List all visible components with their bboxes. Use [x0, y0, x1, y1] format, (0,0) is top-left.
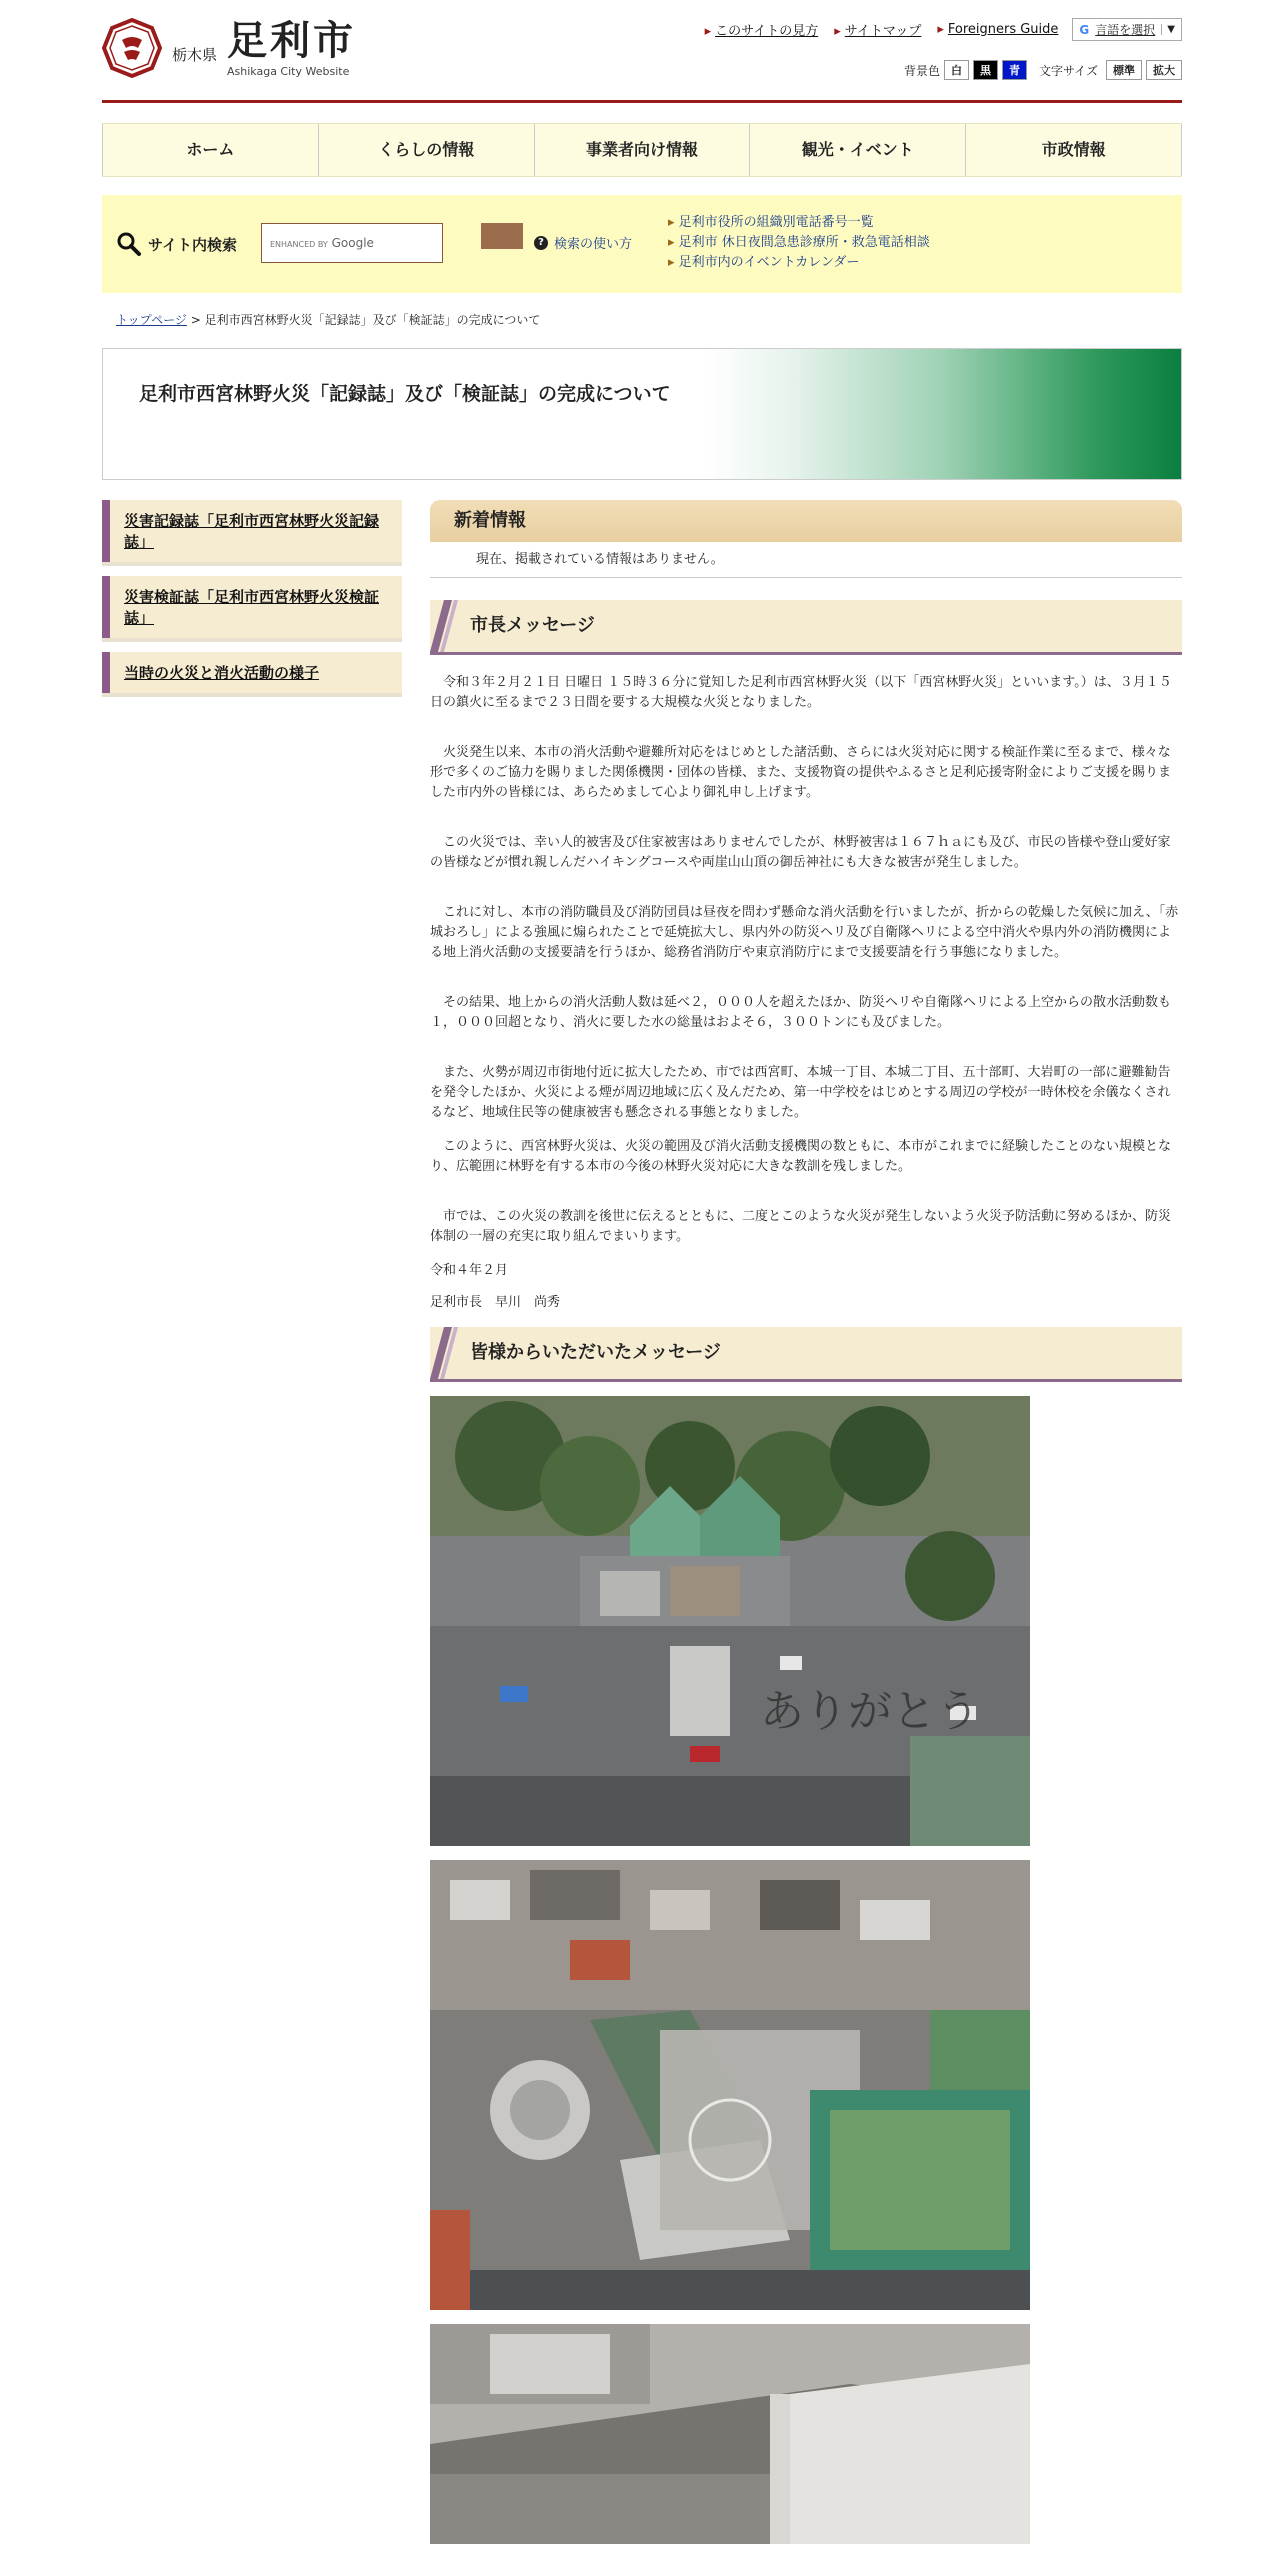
sidebar-item-record-book[interactable]: 災害記録誌「足利市西宮林野火災記録誌」 — [102, 500, 402, 562]
page-title: 足利市西宮林野火災「記録誌」及び「検証誌」の完成について — [139, 383, 671, 405]
quick-link-event-calendar[interactable]: ▸ 足利市内のイベントカレンダー — [668, 253, 930, 273]
message-paragraph: この火災では、幸い人的被害及び住家被害はありませんでしたが、林野被害は１６７ｈａにも及び、市民の皆様や登山愛好家の皆様などが慣れ親しんだハイキングコースや両崖山山頂の御岳神社にも大きな被害が発生しました。 — [430, 835, 1171, 870]
search-input[interactable]: ENHANCED BY Google — [261, 223, 443, 263]
nav-item-living[interactable]: くらしの情報 — [318, 124, 534, 176]
breadcrumb-home-link[interactable]: トップページ — [116, 313, 187, 327]
site-search-label: サイト内検索 — [116, 231, 237, 257]
message-paragraph: 市では、この火災の教訓を後世に伝えるとともに、二度とこのような火災が発生しないよう火災予防活動に努めるほか、防災体制の一層の充実に取り組んでまいります。 — [430, 1209, 1172, 1244]
chevron-down-icon: ▼ — [1161, 24, 1175, 35]
message-date: 令和４年２月 — [430, 1263, 509, 1278]
messages-section-heading: 皆様からいただいたメッセージ — [430, 1327, 1182, 1382]
bg-color-label: 背景色 — [903, 63, 940, 78]
page-title-box — [102, 348, 1182, 480]
bg-white-button[interactable]: 白 — [944, 60, 969, 80]
message-paragraph: 令和３年２月２１日 日曜日 １５時３６分に覚知した足利市西宮林野火災（以下「西宮林野火災」といいます。）は、３月１５日の鎮火に至るまで２３日間を要する大規模な火災となりました。 — [430, 675, 1172, 710]
mayor-message-heading: 市長メッセージ — [430, 600, 1182, 655]
city-subtitle: Ashikaga City Website — [227, 64, 350, 78]
mayor-message-body — [430, 673, 1182, 1313]
city-emblem-icon — [102, 18, 162, 78]
message-paragraph: また、火勢が周辺市街地付近に拡大したため、市では西宮町、本城一丁目、本城二丁目、五十部町、大岩町の一部に避難勧告を発令したほか、火災による煙が周辺地域に広く及んだため、第一中学校をはじめとする周辺の学校が一時休校を余儀なくされるなど、地域住民等の健康被害も懸念される事態となりました。 — [430, 1065, 1171, 1120]
quick-links — [668, 213, 930, 273]
aerial-photo-closeup — [430, 2324, 1030, 2544]
site-header — [102, 0, 1182, 103]
aerial-photo-shrine — [430, 1396, 1030, 1846]
question-icon: ? — [534, 236, 548, 250]
nav-item-tourism[interactable]: 観光・イベント — [749, 124, 965, 176]
sidebar-item-firefighting-photos[interactable]: 当時の火災と消火活動の様子 — [102, 652, 402, 693]
sidebar — [102, 500, 402, 2544]
breadcrumb: トップページ > 足利市西宮林野火災「記録誌」及び「検証誌」の完成について — [116, 313, 541, 327]
language-select-button[interactable] — [1072, 18, 1182, 41]
nav-item-home[interactable]: ホーム — [102, 124, 318, 176]
quick-link-phone-list[interactable]: ▸ 足利市役所の組織別電話番号一覧 — [668, 213, 930, 233]
font-size-label: 文字サイズ — [1038, 63, 1098, 78]
city-name: 足利市 — [227, 16, 357, 64]
heading-slash-decoration — [430, 600, 462, 652]
quick-link-emergency-clinic[interactable]: ▸ 足利市 休日夜間急患診療所・救急電話相談 — [668, 233, 930, 253]
news-empty-text: 現在、掲載されている情報はありません。 — [430, 542, 1182, 578]
main-content — [430, 500, 1182, 2544]
language-select-label: 言語を選択 — [1095, 23, 1156, 37]
search-submit-button[interactable] — [481, 223, 523, 249]
search-area — [102, 195, 1182, 293]
google-g-icon: G — [1079, 22, 1090, 37]
breadcrumb-current: 足利市西宮林野火災「記録誌」及び「検証誌」の完成について — [204, 313, 541, 327]
link-foreigners-guide[interactable]: ▸ Foreigners Guide — [937, 22, 1058, 37]
font-large-button[interactable]: 拡大 — [1146, 60, 1182, 80]
search-help-link[interactable]: ? 検索の使い方 — [534, 233, 632, 252]
site-logo[interactable] — [102, 18, 356, 78]
message-paragraph: 火災発生以来、本市の消火活動や避難所対応をはじめとした諸活動、さらには火災対応に関する検証作業に至るまで、様々な形で多くのご協力を賜りました関係機関・団体の皆様、また、支援物資の提供やふるさと足利応援寄附金によりご支援を賜りました市内外の皆様には、あらためまして心より御礼申し上げます。 — [430, 745, 1172, 800]
link-sitemap[interactable]: ▸ サイトマップ — [834, 20, 921, 39]
heading-slash-decoration — [430, 1327, 462, 1379]
accessibility-toolbar — [904, 60, 1182, 80]
link-site-guide[interactable]: ▸ このサイトの見方 — [705, 20, 819, 39]
search-icon — [116, 231, 142, 257]
nav-item-city-admin[interactable]: 市政情報 — [965, 124, 1182, 176]
message-paragraph: これに対し、本市の消防職員及び消防団員は昼夜を問わず懸命な消火活動を行いましたが、折からの乾燥した気候に加え、「赤城おろし」による強風に煽られたことで延焼拡大し、県内外の防災ヘリ及び自衛隊ヘリによる空中消火や県内外の消防機関による地上消火活動の支援要請を行うほか、総務省消防庁や東京消防庁にまで支援要請を行う事態になりました。 — [430, 905, 1179, 960]
global-nav — [102, 123, 1182, 177]
photo-chalk-message: ありがとう — [760, 1686, 980, 1737]
message-signature: 足利市長 早川 尚秀 — [430, 1295, 561, 1310]
prefecture-label: 栃木県 — [172, 45, 218, 64]
font-standard-button[interactable]: 標準 — [1106, 60, 1142, 80]
message-paragraph: このように、西宮林野火災は、火災の範囲及び消火活動支援機関の数ともに、本市がこれまでに経験したことのない規模となり、広範囲に林野を有する本市の今後の林野火災対応に大きな教訓を残しました。 — [430, 1139, 1172, 1174]
bg-black-button[interactable]: 黒 — [973, 60, 998, 80]
news-heading: 新着情報 — [430, 500, 1182, 542]
message-paragraph: その結果、地上からの消火活動人数は延べ２，０００人を超えたほか、防災ヘリや自衛隊ヘリによる上空からの散水活動数も１，０００回超となり、消火に要した水の総量はおよそ６，３００トンにも及びました。 — [430, 995, 1172, 1030]
nav-item-business[interactable]: 事業者向け情報 — [534, 124, 750, 176]
bg-blue-button[interactable]: 青 — [1002, 60, 1027, 80]
header-links — [689, 18, 1182, 41]
sidebar-item-verification-book[interactable]: 災害検証誌「足利市西宮林野火災検証誌」 — [102, 576, 402, 638]
aerial-photo-school — [430, 1860, 1030, 2310]
